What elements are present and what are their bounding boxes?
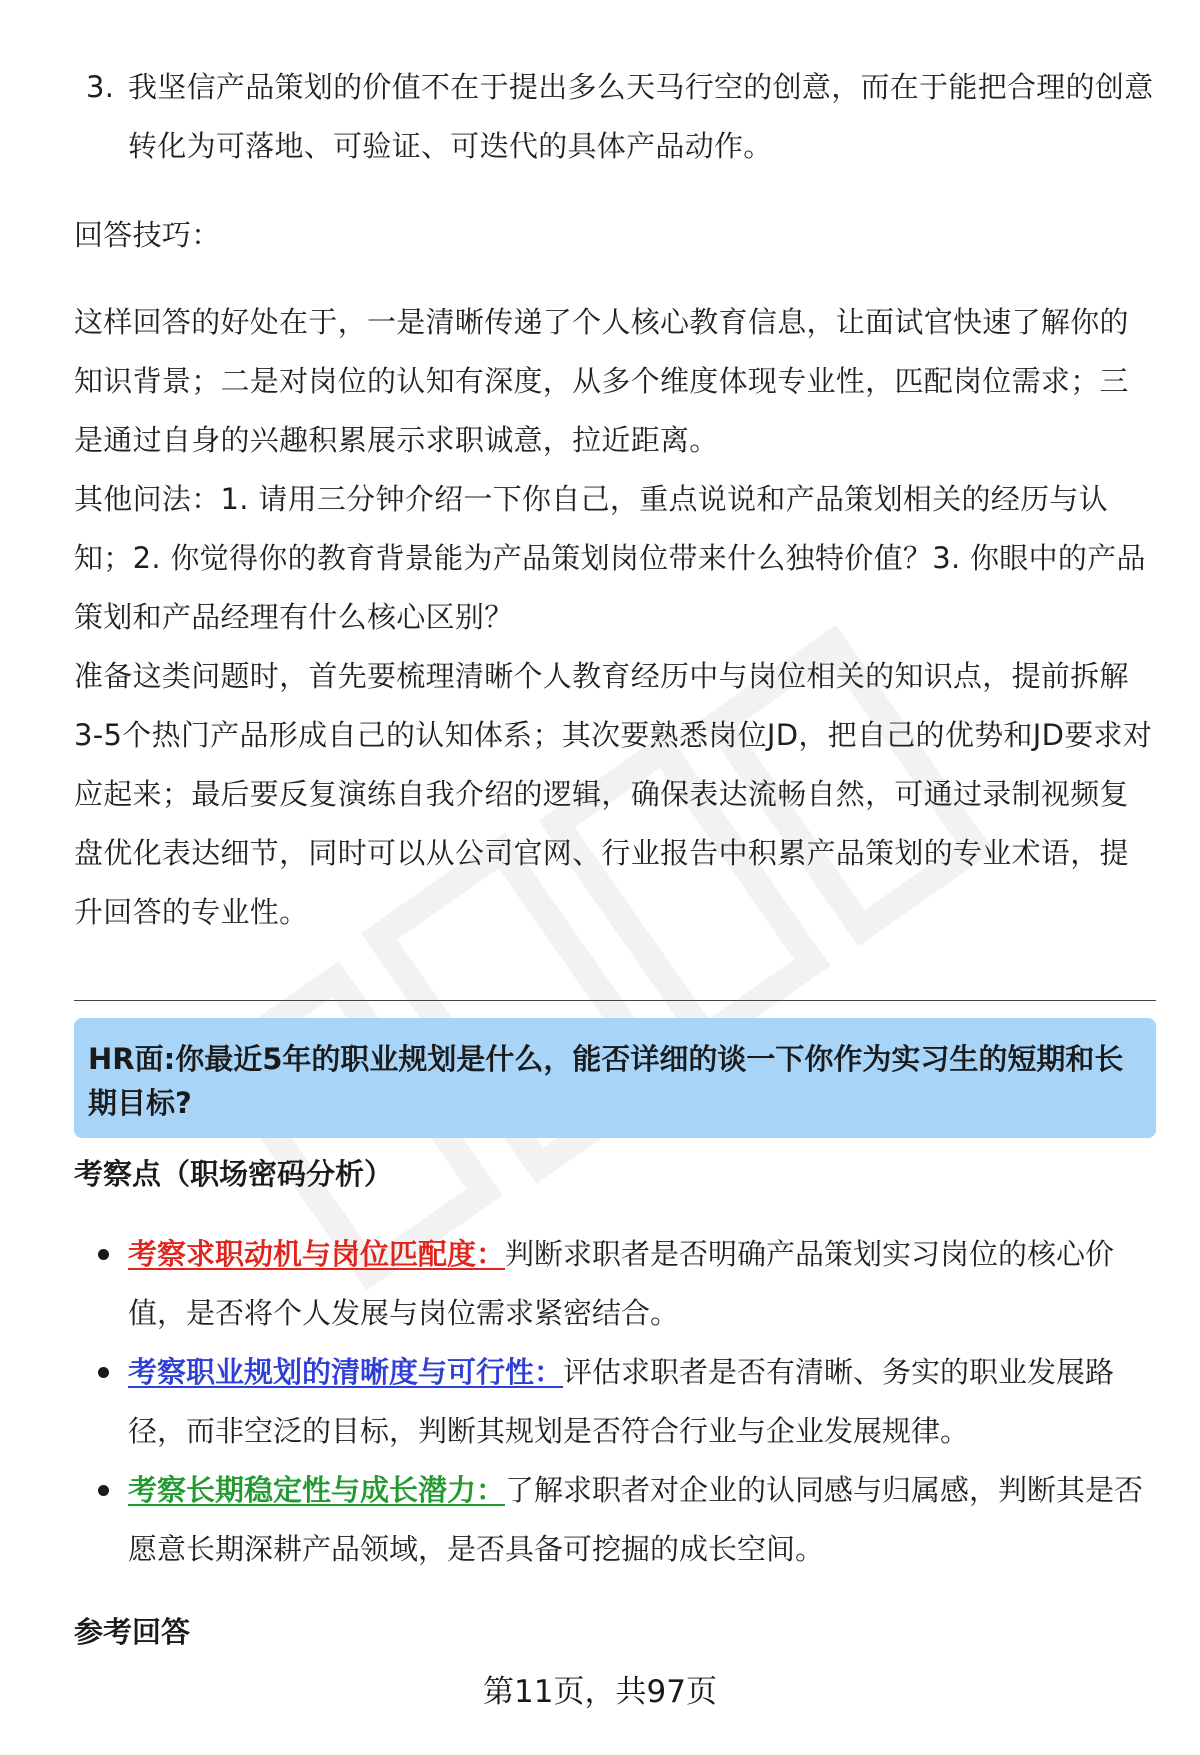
analysis-bullet-list <box>74 1225 1156 1579</box>
analysis-heading: 考察点（职场密码分析） <box>74 1157 394 1191</box>
other-questions-paragraph: 其他问法：1. 请用三分钟介绍一下你自己，重点说说和产品策划相关的经历与认知；2. 你觉得你的教育背景能为产品策划岗位带来什么独特价值？3. 你眼中的产品策划和产品经理有什么核心区别？ <box>74 482 1146 634</box>
numbered-list-item <box>74 58 1156 176</box>
bullet-label-stability: 考察长期稳定性与成长潜力： <box>128 1473 506 1507</box>
bullet-item-stability <box>74 1461 1156 1579</box>
section-divider <box>74 1000 1156 1001</box>
bullet-dot <box>98 1485 109 1496</box>
tips-paragraph: 这样回答的好处在于，一是清晰传递了个人核心教育信息，让面试官快速了解你的知识背景；二是对岗位的认知有深度，从多个维度体现专业性，匹配岗位需求；三是通过自身的兴趣积累展示求职诚意，拉近距离。 <box>74 305 1129 457</box>
bullet-item-motivation <box>74 1225 1156 1343</box>
question-callout <box>74 1018 1156 1138</box>
bullet-text-stability: 了解求职者对企业的认同感与归属感，判断其是否愿意长期深耕产品领域，是否具备可挖掘的成长空间。 <box>128 1473 1144 1566</box>
body-text <box>74 58 1156 942</box>
list-number: 3. <box>86 70 115 104</box>
bullet-label-planning: 考察职业规划的清晰度与可行性： <box>128 1355 564 1389</box>
list-item-text: 我坚信产品策划的价值不在于提出多么天马行空的创意，而在于能把合理的创意转化为可落地、可验证、可迭代的具体产品动作。 <box>128 70 1154 163</box>
question-text: HR面:你最近5年的职业规划是什么，能否详细的谈一下你作为实习生的短期和长期目标? <box>88 1042 1124 1120</box>
page-footer: 第11页，共97页 <box>483 1674 717 1710</box>
reference-heading: 参考回答 <box>74 1615 191 1649</box>
bullet-text-planning: 评估求职者是否有清晰、务实的职业发展路径，而非空泛的目标，判断其规划是否符合行业与企业发展规律。 <box>128 1355 1115 1448</box>
bullet-dot <box>98 1249 109 1260</box>
bullet-item-planning <box>74 1343 1156 1461</box>
tips-heading: 回答技巧： <box>74 218 221 252</box>
bullet-dot <box>98 1367 109 1378</box>
preparation-paragraph: 准备这类问题时，首先要梳理清晰个人教育经历中与岗位相关的知识点，提前拆解3-5个热门产品形成自己的认知体系；其次要熟悉岗位JD，把自己的优势和JD要求对应起来；最后要反复演练自我介绍的逻辑，确保表达流畅自然，可通过录制视频复盘优化表达细节，同时可以从公司官网、行业报告中积累产品策划的专业术语，提升回答的专业性。 <box>74 659 1153 929</box>
bullet-text-motivation: 判断求职者是否明确产品策划实习岗位的核心价值，是否将个人发展与岗位需求紧密结合。 <box>128 1237 1115 1330</box>
bullet-label-motivation: 考察求职动机与岗位匹配度： <box>128 1237 506 1271</box>
